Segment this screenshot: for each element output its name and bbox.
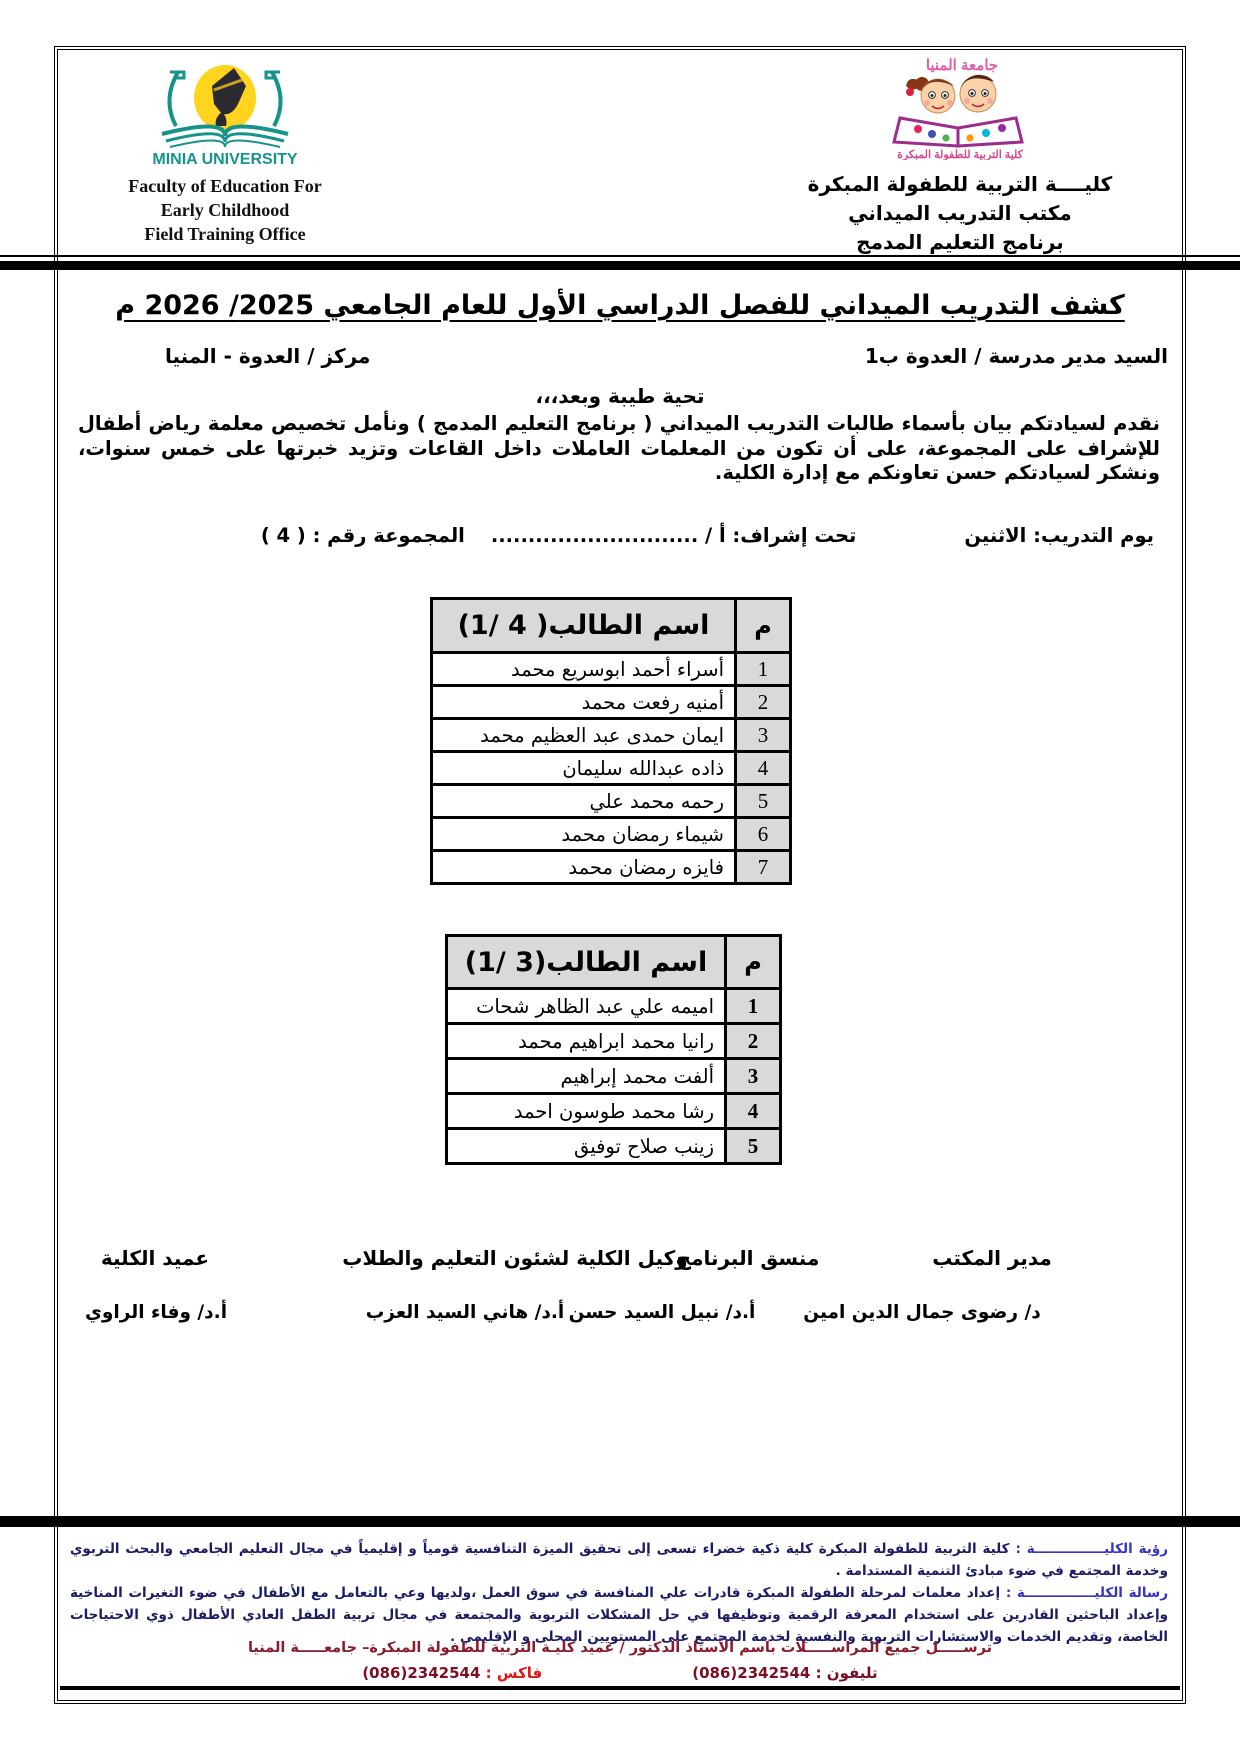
minia-university-logo-text: MINIA UNIVERSITY [152, 151, 298, 168]
student-name: ألفت محمد إبراهيم [447, 1059, 726, 1094]
column-header-name: اسم الطالب(3 /1) [447, 936, 726, 989]
student-name: ايمان حمدى عبد العظيم محمد [432, 719, 736, 752]
table-header-row [432, 599, 791, 653]
row-number: 7 [736, 851, 791, 884]
row-number: 4 [736, 752, 791, 785]
student-name: أمنيه رفعت محمد [432, 686, 736, 719]
childhood-logo-top-text: جامعة المنيا [925, 57, 999, 74]
correspondence-line: ترســـــل جميع المراســـــلات باسم الأستاذ الدكتور / عميد كليـة التربية للطفولة المبكرة– جامعـــــة المنيا [247, 1640, 993, 1656]
phone-number: (086)2342544 [692, 1664, 811, 1682]
signature-name-vice-dean: أ.د/ هاني السيد العزب [365, 1302, 565, 1323]
addressee-center: مركز / العدوة - المنيا [165, 344, 371, 368]
minia-university-logo-icon [140, 60, 310, 168]
letter-title: كشف التدريب الميداني للفصل الدراسي الأول للعام الجامعي 2025/ 2026 م [115, 290, 1125, 321]
fax-group [362, 1664, 542, 1682]
vision-label: رؤية الكليـــــــــــــــة : [1015, 1541, 1169, 1557]
row-number: 5 [726, 1129, 781, 1164]
table-row [432, 686, 791, 719]
students-table-group4 [430, 597, 792, 885]
training-day: يوم التدريب: الاثنين [964, 524, 1154, 547]
student-name: زينب صلاح توفيق [447, 1129, 726, 1164]
table-row [432, 653, 791, 686]
student-name: رانيا محمد ابراهيم محمد [447, 1024, 726, 1059]
vision-paragraph [70, 1538, 1168, 1582]
mission-text: إعداد معلمات لمرحلة الطفولة المبكرة قادرات علي المنافسة في سوق العمل ،ولديها وعي بالتعامل مع الأطفال في ضوء التغيرات المناخية وإعداد الباحثين القادرين على استخدام المعرفة الرقمية وتوظيفها في حل المشكلات التربوية والمجتمعة في مجال تربية الطفل العادي الأطفال ذوي الاحتياجات الخاصة، وتقديم الخدمات والاستشارات التربوية والنفسية لخدمة المجتمع على المستويين المحلى و الإقليمي . [70, 1585, 1168, 1645]
program-ar-line: برنامج التعليم المدمج [856, 230, 1064, 254]
students-table-group3 [445, 934, 782, 1165]
childhood-logo-bottom-text: كلية التربية للطفولة المبكرة [897, 149, 1023, 160]
vision-text: كلية التربية للطفولة المبكرة كلية ذكية خضراء تسعى إلى تحقيق الميزة التنافسية قومياً و إقليمياً في مجال التعليم الجامعي والبحث التربوي وخدمة المجتمع في ضوء مبادئ التنمية المستدامة . [70, 1541, 1168, 1579]
student-name: ذاده عبدالله سليمان [432, 752, 736, 785]
table-header-row [447, 936, 781, 989]
column-header-number: م [736, 599, 791, 653]
table-row [432, 818, 791, 851]
footer-divider-bar [0, 1516, 1240, 1527]
row-number: 5 [736, 785, 791, 818]
table-row [447, 1129, 781, 1164]
header-right-block [790, 54, 1130, 257]
bottom-border-accent [60, 1686, 1180, 1690]
group-number: المجموعة رقم : ( 4 ) [260, 524, 465, 547]
table-row [432, 851, 791, 884]
table-row [432, 719, 791, 752]
mission-label: رسالة الكليـــــــــــــــة : [1005, 1585, 1168, 1601]
row-number: 2 [726, 1024, 781, 1059]
column-header-number: م [726, 936, 781, 989]
row-number: 4 [726, 1094, 781, 1129]
row-number: 1 [736, 653, 791, 686]
table-row [447, 1094, 781, 1129]
student-name: رشا محمد طوسون احمد [447, 1094, 726, 1129]
student-name: شيماء رمضان محمد [432, 818, 736, 851]
childhood-faculty-logo-icon [870, 54, 1050, 160]
phone-label: تليفون : [815, 1664, 878, 1682]
row-number: 2 [736, 686, 791, 719]
mission-paragraph [70, 1582, 1168, 1648]
signature-name-dean: أ.د/ وفاء الراوي [84, 1302, 228, 1323]
training-info-line [80, 524, 1154, 547]
signature-title-office-manager: مدير المكتب [932, 1246, 1052, 1270]
fax-number: (086)2342544 [362, 1664, 481, 1682]
row-number: 6 [736, 818, 791, 851]
letter-body: نقدم لسيادتكم بيان بأسماء طالبات التدريب الميداني ( برنامج التعليم المدمج ) ونأمل تخصيص معلمة رياض أطفال للإشراف على المجموعة، على أن تكون من المعلمات العاملات داخل القاعات وتزيد خبرتها على خمس سنوات، ونشكر لسيادتكم حسن تعاونكم مع إدارة الكلية. [78, 412, 1160, 484]
addressee-line [70, 344, 1168, 368]
table-row [432, 785, 791, 818]
signature-title-vice-dean: وكيل الكلية لشئون التعليم والطلاب [342, 1246, 688, 1270]
phone-group [692, 1664, 877, 1682]
faculty-english-lines [90, 174, 360, 246]
faculty-arabic-lines [790, 170, 1130, 257]
header-divider-thin [0, 255, 1240, 257]
faculty-en-line2: Early Childhood [160, 200, 290, 220]
faculty-en-line3: Field Training Office [144, 224, 306, 244]
signature-title-program-coordinator: منسق البرنامج [676, 1246, 820, 1270]
greeting-line: تحية طيبة وبعد،،، [535, 384, 705, 408]
signature-name-program-coordinator: أ.د/ نبيل السيد حسن [568, 1302, 756, 1323]
table-row [447, 1059, 781, 1094]
student-name: رحمه محمد علي [432, 785, 736, 818]
column-header-name: اسم الطالب( 4 /1) [432, 599, 736, 653]
faculty-en-line1: Faculty of Education For [128, 176, 322, 196]
row-number: 3 [736, 719, 791, 752]
faculty-ar-line: كليــــة التربية للطفولة المبكرة [807, 172, 1113, 196]
footer-vision-mission [70, 1538, 1168, 1648]
supervisor-blank: تحت إشراف: أ / ............................ [490, 524, 857, 547]
signature-name-office-manager: د/ رضوى جمال الدين امين [803, 1302, 1041, 1323]
student-name: اميمه علي عبد الظاهر شحات [447, 989, 726, 1024]
student-name: فايزه رمضان محمد [432, 851, 736, 884]
addressee-school: السيد مدير مدرسة / العدوة ب1 [864, 344, 1168, 368]
table-row [447, 989, 781, 1024]
signature-title-dean: عميد الكلية [100, 1246, 210, 1270]
student-name: أسراء أحمد ابوسريع محمد [432, 653, 736, 686]
fax-label: فاكس : [485, 1664, 543, 1682]
table-row [447, 1024, 781, 1059]
header-left-block [90, 60, 360, 246]
table-row [432, 752, 791, 785]
contact-line [0, 1664, 1240, 1682]
row-number: 1 [726, 989, 781, 1024]
header-divider-thick [0, 261, 1240, 270]
row-number: 3 [726, 1059, 781, 1094]
office-ar-line: مكتب التدريب الميداني [848, 201, 1072, 225]
